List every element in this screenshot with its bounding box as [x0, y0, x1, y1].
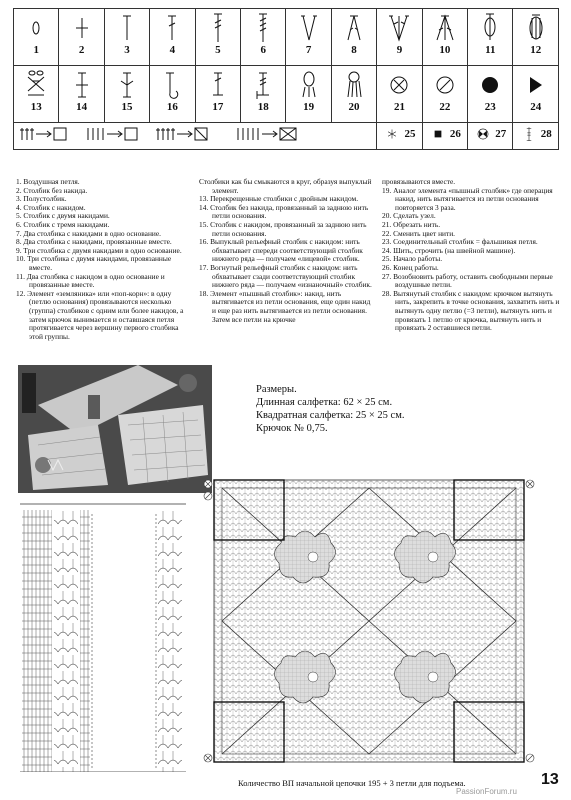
legend-cell-3	[104, 9, 149, 66]
legend-cell-2	[59, 9, 104, 66]
definition-item: 16. Выпуклый рельефный столбик с накидом: нить обхватывает спереди соответствующий столбик нижнего ряда — получаем «лицевой» столбик.	[199, 237, 363, 264]
legend-cell-25	[377, 123, 422, 150]
legend-cell-10	[422, 9, 467, 66]
legend-number: 13	[30, 101, 42, 113]
legend-number: 26	[449, 127, 461, 140]
definition-item: 7. Два столбика с накидами в одно основание.	[16, 228, 162, 238]
legend-number: 17	[212, 101, 224, 113]
strip-crochet-chart	[18, 500, 186, 772]
definition-item: 10. Три столбика с двумя накидами, провязанные вместе.	[16, 254, 172, 272]
legend-cell-9	[377, 9, 422, 66]
size-square-doily: Квадратная салфетка: 25 × 25 см.	[256, 410, 405, 421]
two-dc-together-icon	[338, 12, 370, 44]
legend-number: 18	[257, 101, 269, 113]
double-treble-icon	[247, 12, 279, 44]
doily-photo	[18, 365, 212, 493]
definition-item: 25. Начало работы.	[382, 254, 443, 264]
legend-cell-27	[468, 123, 513, 150]
elongated-sc-icon	[520, 125, 538, 143]
legend-cell-11	[468, 9, 513, 66]
size-info	[256, 383, 405, 435]
legend-number: 11	[485, 44, 496, 56]
legend-number: 9	[396, 44, 403, 56]
definition-item: 22. Сменить цвет нити.	[382, 228, 456, 238]
legend-cell-20	[331, 66, 376, 123]
legend-cell-1	[14, 9, 59, 66]
single-crochet-icon	[66, 12, 98, 44]
triangle-right-icon	[520, 69, 552, 101]
legend-chain-sequence	[14, 123, 377, 150]
color-change-icon	[474, 69, 506, 101]
legend-number: 12	[530, 44, 542, 56]
legend-cell-12	[513, 9, 559, 66]
definitions-column-2	[199, 178, 375, 324]
doily-photo-image	[18, 365, 212, 493]
legend-number: 24	[530, 101, 542, 113]
definition-item: 13. Перекрещенные столбики с двойным накидом.	[199, 194, 359, 204]
legend-number: 28	[540, 127, 552, 140]
legend-cell-8	[331, 9, 376, 66]
definitions-column-3	[382, 178, 560, 333]
cluster-icon	[20, 69, 52, 101]
definition-item: 3. Полустолбик.	[16, 194, 67, 204]
definition-item: 15. Столбик с накидом, провязанный за заднюю нить петли основания.	[199, 219, 367, 238]
legend-number: 4	[169, 44, 176, 56]
legend-cell-21	[377, 66, 422, 123]
two-dc-one-base-icon	[293, 12, 325, 44]
crossed-dc-icon	[111, 69, 143, 101]
knot-icon	[383, 69, 415, 101]
legend-row-2	[14, 66, 559, 123]
legend-cell-18	[241, 66, 286, 123]
legend-number: 22	[439, 101, 451, 113]
legend-cell-22	[422, 66, 467, 123]
bullion-icon	[338, 69, 370, 101]
legend-row-3	[14, 123, 559, 150]
legend-row-1	[14, 9, 559, 66]
legend-cell-16	[150, 66, 195, 123]
crossed-sc-icon	[66, 69, 98, 101]
legend-cell-14	[59, 66, 104, 123]
legend-cell-24	[513, 66, 559, 123]
legend-cell-17	[195, 66, 240, 123]
definition-item: 8. Два столбика с накидами, провязанные вместе.	[16, 237, 172, 247]
size-heading: Размеры.	[256, 384, 297, 395]
legend-cell-23	[468, 66, 513, 123]
front-post-dc-icon	[247, 69, 279, 101]
definition-item: 17. Вогнутый рельефный столбик с накидом: нить обхватывает сзади соответствующий столбик нижнего ряда — получаем «изнаночный» столбик.	[199, 262, 372, 290]
size-hook: Крючок № 0,75.	[256, 423, 328, 434]
legend-cell-7	[286, 9, 331, 66]
filled-circle-icon	[429, 69, 461, 101]
legend-number: 23	[484, 101, 496, 113]
legend-number: 8	[351, 44, 357, 56]
legend-number: 1	[33, 44, 39, 56]
definition-item: 26. Конец работы.	[382, 262, 439, 272]
definition-item: 18. Элемент «пышный столбик»: накид, нить вытягивается из петли основания, еще один накид и еще раз нить вытягивается из петли основания. Затем все петли на крючке	[199, 288, 371, 324]
legend-cell-26	[422, 123, 467, 150]
bow-circle-icon	[474, 125, 492, 143]
definition-item: 5. Столбик с двумя накидами.	[16, 211, 110, 221]
definition-item: 20. Сделать узел.	[382, 211, 436, 221]
legend-cell-6	[241, 9, 286, 66]
definition-item: Столбики как бы смыкаются в круг, образуя выпуклый элемент.	[199, 177, 372, 195]
legend-number: 6	[260, 44, 266, 56]
legend-cell-15	[104, 66, 149, 123]
definition-item: 12. Элемент «земляника» или «поп-корн»: в одну (петлю основания) провязываются несколько (группа) столбиков с одним или более накидов, а затем крючок вынимается и оставшаяся петля протягивается через вершину первого столбика этой группы.	[16, 288, 184, 341]
puff-icon	[474, 12, 506, 44]
filled-square-icon	[429, 125, 447, 143]
chain-stitch-icon	[20, 12, 52, 44]
definition-item: провязываются вместе.	[382, 177, 456, 186]
legend-cell-5	[195, 9, 240, 66]
definition-item: 21. Обрезать нить.	[382, 219, 441, 229]
legend-number: 5	[215, 44, 221, 56]
legend-number: 10	[439, 44, 451, 56]
legend-number: 7	[305, 44, 312, 56]
legend-number: 20	[348, 101, 360, 113]
legend-number: 3	[124, 44, 130, 56]
symbol-legend-table	[13, 8, 559, 150]
definition-item: 19. Аналог элемента «пышный столбик» где операция накид, нить вытягивается из петли основания повторяется 3 раза.	[382, 185, 553, 212]
three-tr-together-icon	[429, 12, 461, 44]
page-number: 13	[541, 771, 559, 788]
definitions-column-1	[16, 178, 192, 341]
definition-item: 28. Вытянутый столбик с накидом: крючком вытянуть нить, закрепить в точке основания, захватить нить и вытянуть одну петлю (=3 петли), вытянуть нить и провязать 1 петлю от крючка, вытянуть нить и провязать 2 оставшиеся петли.	[382, 288, 560, 333]
back-post-dc-icon	[293, 69, 325, 101]
legend-number: 21	[393, 101, 405, 113]
legend-number: 2	[78, 44, 85, 56]
definition-item: 11. Два столбика с накидом в одно основание и провязанные вместе.	[16, 271, 165, 290]
legend-cell-4	[150, 9, 195, 66]
definition-item: 27. Возобновить работу, оставить свободными первые воздушные петли.	[382, 271, 553, 290]
size-long-doily: Длинная салфетка: 62 × 25 см.	[256, 397, 393, 408]
legend-number: 15	[121, 101, 133, 113]
definition-item: 1. Воздушная петля.	[16, 177, 80, 186]
legend-cell-13	[14, 66, 59, 123]
double-crochet-icon	[156, 12, 188, 44]
legend-cell-19	[286, 66, 331, 123]
legend-number: 25	[404, 127, 416, 140]
sc-back-loop-icon	[156, 69, 188, 101]
definition-item: 23. Соединительный столбик = фальшивая петля.	[382, 237, 538, 247]
definition-item: 6. Столбик с тремя накидами.	[16, 219, 110, 229]
definition-item: 2. Столбик без накида.	[16, 185, 88, 195]
definition-item: 4. Столбик с накидом.	[16, 202, 86, 212]
popcorn-icon	[520, 12, 552, 44]
half-double-crochet-icon	[111, 12, 143, 44]
watermark: PassionForum.ru	[456, 787, 517, 796]
treble-crochet-icon	[202, 12, 234, 44]
asterisk-icon	[383, 125, 401, 143]
square-doily-chart	[200, 472, 540, 772]
chain-sequence-icons	[18, 124, 388, 144]
dc-back-loop-icon	[202, 69, 234, 101]
definition-item: 9. Три столбика с двумя накидами в одно основание.	[16, 245, 182, 255]
legend-cell-28	[513, 123, 559, 150]
three-dc-one-base-icon	[383, 12, 415, 44]
definition-item: 24. Шить, строчить (на швейной машине).	[382, 245, 516, 255]
footer-note: Количество ВП начальной цепочки 195 + 3 петли для подъема.	[238, 778, 466, 788]
legend-number: 14	[76, 101, 88, 113]
legend-number: 16	[166, 101, 178, 113]
legend-number: 19	[303, 101, 315, 113]
legend-number: 27	[495, 127, 507, 140]
definition-item: 14. Столбик без накида, провязанный за заднюю нить петли основания.	[199, 202, 369, 221]
